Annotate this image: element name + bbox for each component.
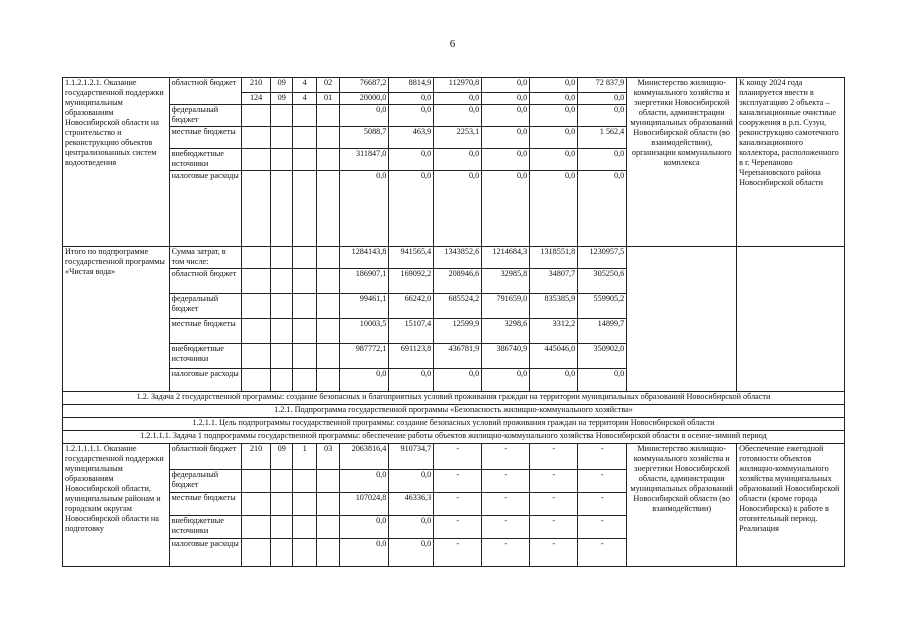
amount-cell: 3312,2: [530, 319, 578, 344]
amount-cell: 791659,0: [482, 294, 530, 319]
page-number: 6: [449, 38, 456, 50]
budget-code-cell: 1: [293, 444, 316, 470]
budget-code-cell: [242, 294, 271, 319]
task-header-row-text: 1.2.1.1.1. Задача 1 подпрограммы государственной программы: обеспечение работы объектов жилищно-коммунального хозяйства Новосибирской области в осенне-зимний период: [63, 431, 845, 444]
amount-cell: 436781,9: [434, 344, 482, 369]
amount-cell: 0,0: [340, 516, 389, 539]
funding-source-cell: налоговые расходы: [169, 369, 242, 392]
budget-code-cell: [242, 319, 271, 344]
amount-cell: 0,0: [340, 539, 389, 567]
budget-code-cell: 09: [271, 78, 293, 93]
funding-source-cell: Сумма затрат, в том числе:: [169, 247, 242, 269]
amount-cell: 14899,7: [578, 319, 627, 344]
funding-source-cell: областной бюджет: [169, 269, 242, 294]
funding-source-cell: внебюджетные источники: [169, 516, 242, 539]
amount-cell: 1318551,8: [530, 247, 578, 269]
amount-cell: 12599,9: [434, 319, 482, 344]
amount-cell: 311847,0: [340, 149, 389, 171]
amount-cell: 0,0: [530, 127, 578, 149]
amount-cell: 835385,9: [530, 294, 578, 319]
amount-cell: 112970,8: [434, 78, 482, 93]
amount-cell: -: [578, 470, 627, 493]
subprogram-header-row: [63, 405, 845, 418]
budget-code-cell: [293, 319, 316, 344]
amount-cell: 32985,8: [482, 269, 530, 294]
amount-cell: 10003,5: [340, 319, 389, 344]
amount-cell: 0,0: [389, 105, 434, 127]
expected-result-cell: Обеспечение ежегодной готовности объектов жилищно-коммунального хозяйства муниципальных образований Новосибирской области (кроме города Новосибирска) к работе в отопительный период. Реализация: [737, 444, 845, 567]
amount-cell: 0,0: [389, 149, 434, 171]
executor-cell: Министерство жилищно-коммунального хозяйства и энергетики Новосибирской области, администрации муниципальных образований Новосибирской области (во взаимодействии), организации коммунального комплекса: [627, 78, 737, 247]
amount-cell: 20000,0: [340, 93, 389, 105]
subtotal-name-cell: Итого по подпрограмме государственной программы «Чистая вода»: [63, 247, 170, 392]
amount-cell: 0,0: [434, 93, 482, 105]
budget-code-cell: 124: [242, 93, 271, 105]
amount-cell: 350902,0: [578, 344, 627, 369]
executor-cell: [627, 247, 737, 392]
amount-cell: 76687,2: [340, 78, 389, 93]
amount-cell: -: [434, 516, 482, 539]
budget-code-cell: [242, 149, 271, 171]
budget-code-cell: [242, 369, 271, 392]
amount-cell: -: [482, 516, 530, 539]
amount-cell: 0,0: [578, 369, 627, 392]
financing-table: [62, 77, 845, 567]
measure-name-cell: 1.2.1.1.1.1. Оказание государственной поддержки муниципальным образованиям Новосибирской области, муниципальным районам и городским округам Новосибирской области на подготовку: [63, 444, 170, 567]
amount-cell: 691123,8: [389, 344, 434, 369]
budget-code-cell: [271, 493, 293, 516]
budget-code-cell: 210: [242, 78, 271, 93]
budget-code-cell: 03: [316, 444, 339, 470]
amount-cell: 1343852,6: [434, 247, 482, 269]
funding-source-cell: федеральный бюджет: [169, 105, 242, 127]
amount-cell: 208946,6: [434, 269, 482, 294]
amount-cell: 0,0: [340, 171, 389, 247]
funding-source-cell: налоговые расходы: [169, 539, 242, 567]
budget-code-cell: [271, 344, 293, 369]
amount-cell: 0,0: [578, 149, 627, 171]
amount-cell: 0,0: [389, 539, 434, 567]
amount-cell: 1214684,3: [482, 247, 530, 269]
budget-code-cell: [271, 269, 293, 294]
funding-source-cell: внебюджетные источники: [169, 149, 242, 171]
budget-code-cell: [271, 470, 293, 493]
budget-code-cell: [242, 269, 271, 294]
amount-cell: -: [578, 539, 627, 567]
task-header-row-text: 1.2. Задача 2 государственной программы: создание безопасных и благоприятных условий проживания граждан на территории муниципальных образований Новосибирской области: [63, 392, 845, 405]
budget-code-cell: [293, 344, 316, 369]
amount-cell: -: [578, 493, 627, 516]
budget-code-cell: 09: [271, 93, 293, 105]
funding-source-cell: федеральный бюджет: [169, 470, 242, 493]
amount-cell: -: [434, 470, 482, 493]
amount-cell: 0,0: [482, 127, 530, 149]
budget-code-cell: [293, 171, 316, 247]
table-row: [63, 247, 845, 269]
budget-code-cell: [316, 369, 339, 392]
budget-code-cell: [271, 149, 293, 171]
amount-cell: 0,0: [578, 171, 627, 247]
amount-cell: 8814,9: [389, 78, 434, 93]
funding-source-cell: налоговые расходы: [169, 171, 242, 247]
budget-code-cell: [271, 369, 293, 392]
amount-cell: 0,0: [389, 470, 434, 493]
funding-source-cell: областной бюджет: [169, 78, 242, 105]
goal-header-row: [63, 418, 845, 431]
expected-result-cell: К концу 2024 года планируется ввести в эксплуатацию 2 объекта – канализационные очистные сооружения в р.п. Сузун, реконструкцию самотечного канализационного коллектора, расположенного в г. Черепаново Черепановского района Новосибирской области: [737, 78, 845, 247]
amount-cell: 0,0: [482, 78, 530, 93]
table-row: [63, 444, 845, 470]
amount-cell: -: [434, 493, 482, 516]
budget-code-cell: 01: [316, 93, 339, 105]
amount-cell: 0,0: [482, 369, 530, 392]
measure-name-cell: 1.1.2.1.2.1. Оказание государственной поддержки муниципальным образованиям Новосибирской области на строительство и реконструкцию объектов централизованных систем водоотведения: [63, 78, 170, 247]
amount-cell: 0,0: [530, 105, 578, 127]
amount-cell: 463,9: [389, 127, 434, 149]
amount-cell: 66242,0: [389, 294, 434, 319]
expected-result-cell: [737, 247, 845, 392]
amount-cell: 559905,2: [578, 294, 627, 319]
task-header-row: [63, 431, 845, 444]
budget-code-cell: [293, 269, 316, 294]
amount-cell: 0,0: [389, 516, 434, 539]
amount-cell: 0,0: [578, 105, 627, 127]
budget-code-cell: [293, 105, 316, 127]
amount-cell: 305250,6: [578, 269, 627, 294]
amount-cell: 46336,3: [389, 493, 434, 516]
amount-cell: 1284143,8: [340, 247, 389, 269]
amount-cell: 910734,7: [389, 444, 434, 470]
budget-code-cell: [293, 369, 316, 392]
amount-cell: 169092,2: [389, 269, 434, 294]
budget-code-cell: [242, 539, 271, 567]
budget-code-cell: [242, 247, 271, 269]
amount-cell: 0,0: [434, 105, 482, 127]
amount-cell: 685524,2: [434, 294, 482, 319]
budget-code-cell: [242, 493, 271, 516]
amount-cell: 0,0: [434, 149, 482, 171]
funding-source-cell: местные бюджеты: [169, 319, 242, 344]
budget-code-cell: [316, 470, 339, 493]
amount-cell: -: [530, 444, 578, 470]
budget-code-cell: [316, 493, 339, 516]
amount-cell: -: [434, 444, 482, 470]
amount-cell: -: [482, 539, 530, 567]
amount-cell: 0,0: [530, 171, 578, 247]
budget-code-cell: [242, 127, 271, 149]
amount-cell: 987772,1: [340, 344, 389, 369]
task-header-row: [63, 392, 845, 405]
budget-code-cell: 4: [293, 78, 316, 93]
amount-cell: 0,0: [482, 171, 530, 247]
budget-code-cell: 02: [316, 78, 339, 93]
amount-cell: 99461,1: [340, 294, 389, 319]
amount-cell: 2063816,4: [340, 444, 389, 470]
amount-cell: 0,0: [482, 93, 530, 105]
budget-code-cell: [316, 516, 339, 539]
budget-code-cell: [316, 149, 339, 171]
budget-code-cell: [271, 105, 293, 127]
budget-code-cell: [271, 319, 293, 344]
amount-cell: 0,0: [530, 369, 578, 392]
amount-cell: 941565,4: [389, 247, 434, 269]
funding-source-cell: областной бюджет: [169, 444, 242, 470]
budget-code-cell: [293, 516, 316, 539]
amount-cell: -: [530, 470, 578, 493]
amount-cell: -: [578, 516, 627, 539]
amount-cell: 0,0: [578, 93, 627, 105]
amount-cell: -: [578, 444, 627, 470]
budget-code-cell: [271, 294, 293, 319]
budget-code-cell: [242, 105, 271, 127]
budget-code-cell: [316, 269, 339, 294]
budget-code-cell: [242, 470, 271, 493]
amount-cell: 1 562,4: [578, 127, 627, 149]
amount-cell: 0,0: [389, 369, 434, 392]
budget-code-cell: [316, 247, 339, 269]
budget-code-cell: [271, 127, 293, 149]
budget-code-cell: [293, 294, 316, 319]
budget-code-cell: [293, 247, 316, 269]
funding-source-cell: внебюджетные источники: [169, 344, 242, 369]
budget-code-cell: [316, 344, 339, 369]
budget-code-cell: [293, 539, 316, 567]
funding-source-cell: федеральный бюджет: [169, 294, 242, 319]
budget-code-cell: [271, 247, 293, 269]
budget-code-cell: [316, 539, 339, 567]
subprogram-header-row-text: 1.2.1. Подпрограмма государственной программы «Безопасность жилищно-коммунального хозяйства»: [63, 405, 845, 418]
budget-code-cell: [316, 319, 339, 344]
amount-cell: -: [482, 493, 530, 516]
budget-code-cell: [316, 105, 339, 127]
amount-cell: 15107,4: [389, 319, 434, 344]
budget-code-cell: [316, 171, 339, 247]
amount-cell: 1230957,5: [578, 247, 627, 269]
budget-code-cell: [293, 493, 316, 516]
amount-cell: 5088,7: [340, 127, 389, 149]
amount-cell: 0,0: [340, 369, 389, 392]
budget-code-cell: 09: [271, 444, 293, 470]
amount-cell: 0,0: [340, 105, 389, 127]
amount-cell: 445046,0: [530, 344, 578, 369]
budget-code-cell: [293, 149, 316, 171]
amount-cell: 0,0: [482, 105, 530, 127]
amount-cell: 0,0: [530, 93, 578, 105]
amount-cell: 0,0: [340, 470, 389, 493]
budget-code-cell: [316, 127, 339, 149]
amount-cell: 186907,1: [340, 269, 389, 294]
goal-header-row-text: 1.2.1.1. Цель подпрограммы государственной программы: создание безопасных условий проживания граждан на территории Новосибирской области: [63, 418, 845, 431]
funding-source-cell: местные бюджеты: [169, 493, 242, 516]
amount-cell: -: [434, 539, 482, 567]
table-row: [63, 78, 845, 93]
amount-cell: -: [482, 470, 530, 493]
funding-source-cell: местные бюджеты: [169, 127, 242, 149]
amount-cell: 0,0: [389, 93, 434, 105]
amount-cell: 107024,8: [340, 493, 389, 516]
budget-code-cell: [271, 516, 293, 539]
budget-code-cell: [242, 344, 271, 369]
amount-cell: 0,0: [530, 149, 578, 171]
amount-cell: -: [530, 493, 578, 516]
amount-cell: 0,0: [530, 78, 578, 93]
amount-cell: 0,0: [434, 369, 482, 392]
budget-code-cell: [242, 516, 271, 539]
budget-code-cell: [293, 127, 316, 149]
budget-code-cell: [242, 171, 271, 247]
budget-code-cell: 210: [242, 444, 271, 470]
amount-cell: 386740,9: [482, 344, 530, 369]
executor-cell: Министерство жилищно-коммунального хозяйства и энергетики Новосибирской области, администрации муниципальных образований Новосибирской области (во взаимодействии): [627, 444, 737, 567]
amount-cell: 34807,7: [530, 269, 578, 294]
budget-code-cell: [271, 539, 293, 567]
amount-cell: 0,0: [389, 171, 434, 247]
amount-cell: 0,0: [434, 171, 482, 247]
amount-cell: 0,0: [482, 149, 530, 171]
amount-cell: -: [530, 516, 578, 539]
budget-code-cell: 4: [293, 93, 316, 105]
amount-cell: 72 837,9: [578, 78, 627, 93]
amount-cell: 2253,1: [434, 127, 482, 149]
amount-cell: -: [482, 444, 530, 470]
amount-cell: 3298,6: [482, 319, 530, 344]
budget-code-cell: [271, 171, 293, 247]
amount-cell: -: [530, 539, 578, 567]
budget-code-cell: [293, 470, 316, 493]
budget-code-cell: [316, 294, 339, 319]
